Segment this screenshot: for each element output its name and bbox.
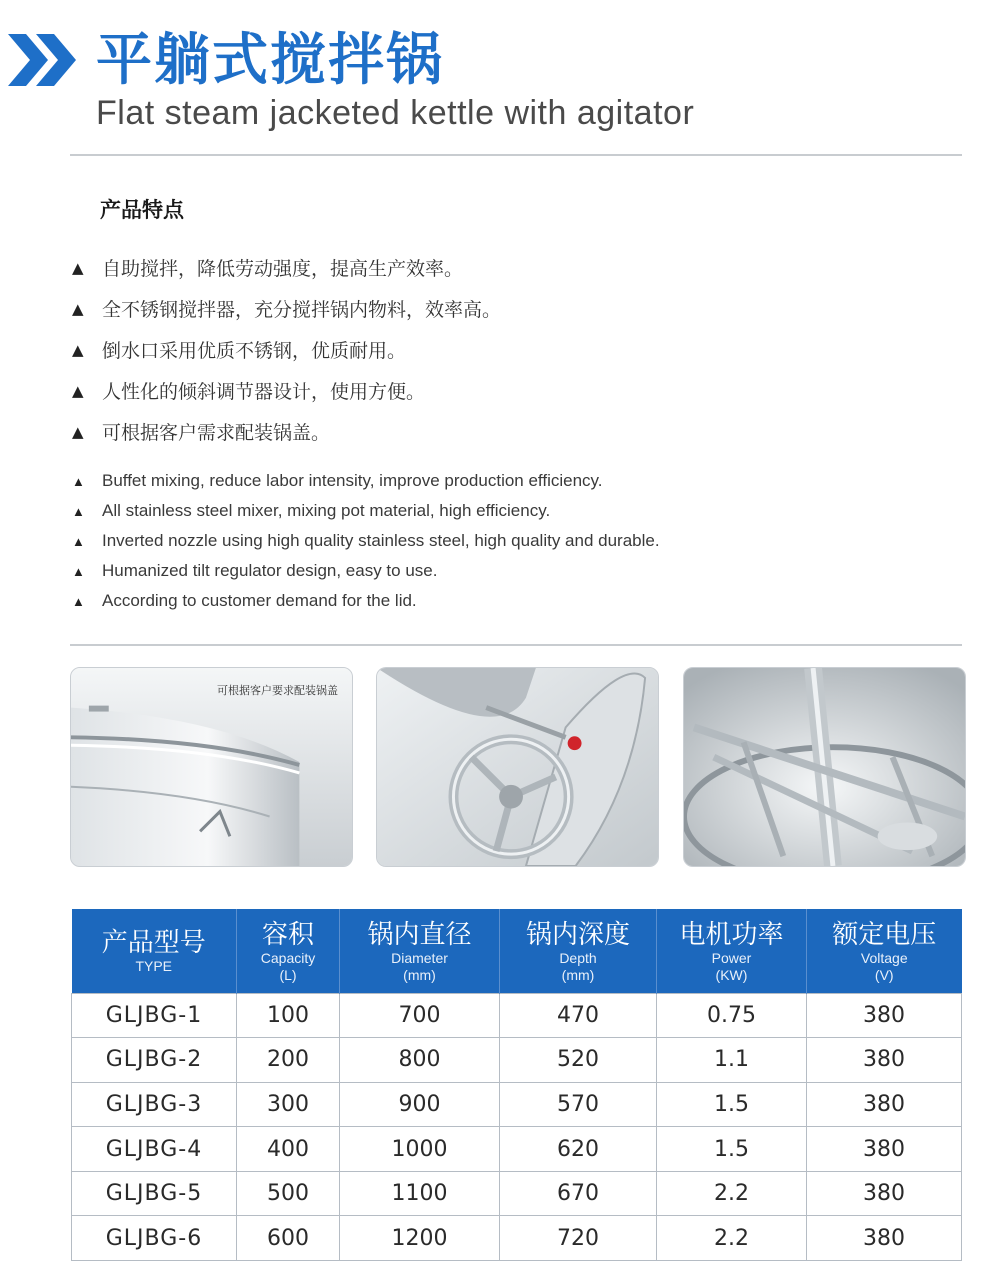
cell-depth: 470 xyxy=(500,993,657,1038)
column-header-cn: 产品型号 xyxy=(101,928,206,959)
feature-text-en: According to customer demand for the lid. xyxy=(102,591,417,610)
triangle-bullet-icon: ▲ xyxy=(72,340,84,359)
cell-type: GLJBG-3 xyxy=(72,1082,237,1127)
photo-caption: 可根据客户要求配装锅盖 xyxy=(217,684,338,697)
column-header-unit: (mm) xyxy=(561,966,595,983)
feature-text-en: Inverted nozzle using high quality stainless steel, high quality and durable. xyxy=(102,531,660,550)
list-item xyxy=(72,586,952,616)
cell-type: GLJBG-2 xyxy=(72,1038,237,1083)
table-row xyxy=(72,1082,962,1127)
cell-power: 1.5 xyxy=(657,1127,807,1172)
column-header-cn: 容积 xyxy=(261,919,314,950)
triangle-bullet-icon: ▲ xyxy=(72,258,84,277)
cell-diameter: 700 xyxy=(340,993,500,1038)
cell-capacity: 600 xyxy=(237,1216,340,1261)
column-header-en: TYPE xyxy=(135,958,173,975)
column-header-cn: 额定电压 xyxy=(832,919,937,950)
cell-depth: 520 xyxy=(500,1038,657,1083)
cell-capacity: 200 xyxy=(237,1038,340,1083)
column-header-type xyxy=(72,909,237,993)
cell-depth: 670 xyxy=(500,1171,657,1216)
cell-diameter: 1000 xyxy=(340,1127,500,1172)
cell-capacity: 100 xyxy=(237,993,340,1038)
feature-text-cn: 全不锈钢搅拌器，充分搅拌锅内物料，效率高。 xyxy=(102,299,502,321)
photo-agitator xyxy=(683,667,966,867)
cell-depth: 720 xyxy=(500,1216,657,1261)
list-item xyxy=(72,288,952,329)
cell-power: 2.2 xyxy=(657,1216,807,1261)
feature-text-cn: 自助搅拌，降低劳动强度，提高生产效率。 xyxy=(102,258,464,280)
cell-power: 1.5 xyxy=(657,1082,807,1127)
column-header-unit: (L) xyxy=(279,966,297,983)
table-row xyxy=(72,993,962,1038)
list-item xyxy=(72,466,952,496)
column-header-en: Voltage xyxy=(860,949,908,966)
photo-handwheel xyxy=(376,667,659,867)
column-header-en: Diameter xyxy=(391,949,448,966)
cell-depth: 620 xyxy=(500,1127,657,1172)
column-header-unit: (V) xyxy=(874,966,894,983)
column-header-unit: (KW) xyxy=(715,966,748,983)
column-header-cn: 锅内深度 xyxy=(525,919,630,950)
list-item xyxy=(72,411,952,452)
column-header-voltage xyxy=(807,909,962,993)
column-header-cn: 锅内直径 xyxy=(367,919,472,950)
cell-capacity: 300 xyxy=(237,1082,340,1127)
triangle-bullet-icon: ▲ xyxy=(72,473,85,489)
feature-text-en: All stainless steel mixer, mixing pot material, high efficiency. xyxy=(102,501,551,520)
table-row xyxy=(72,1171,962,1216)
feature-text-en: Buffet mixing, reduce labor intensity, improve production efficiency. xyxy=(102,471,603,490)
cell-type: GLJBG-5 xyxy=(72,1171,237,1216)
feature-text-cn: 人性化的倾斜调节器设计，使用方便。 xyxy=(102,381,426,403)
cell-power: 2.2 xyxy=(657,1171,807,1216)
page-header xyxy=(0,0,1000,160)
column-header-en: Depth xyxy=(559,949,597,966)
list-item xyxy=(72,370,952,411)
cell-diameter: 800 xyxy=(340,1038,500,1083)
triangle-bullet-icon: ▲ xyxy=(72,533,85,549)
table-row xyxy=(72,1038,962,1083)
cell-voltage: 380 xyxy=(807,993,962,1038)
cell-diameter: 900 xyxy=(340,1082,500,1127)
triangle-bullet-icon: ▲ xyxy=(72,563,85,579)
triangle-bullet-icon: ▲ xyxy=(72,422,84,441)
cell-power: 1.1 xyxy=(657,1038,807,1083)
table-row xyxy=(72,1216,962,1261)
triangle-bullet-icon: ▲ xyxy=(72,299,84,318)
list-item xyxy=(72,526,952,556)
column-header-unit: (mm) xyxy=(403,966,436,983)
cell-voltage: 380 xyxy=(807,1038,962,1083)
column-header-capacity xyxy=(237,909,340,993)
feature-text-cn: 倒水口采用优质不锈钢，优质耐用。 xyxy=(102,340,407,362)
cell-type: GLJBG-1 xyxy=(72,993,237,1038)
cell-type: GLJBG-4 xyxy=(72,1127,237,1172)
cell-voltage: 380 xyxy=(807,1082,962,1127)
triangle-bullet-icon: ▲ xyxy=(72,503,85,519)
cell-capacity: 500 xyxy=(237,1171,340,1216)
column-header-depth xyxy=(500,909,657,993)
tilt-handwheel-image xyxy=(377,668,658,866)
photo-lid xyxy=(70,667,353,867)
page-title-cn: 平躺式搅拌锅 xyxy=(96,28,444,93)
double-chevron-icon xyxy=(8,34,78,86)
cell-capacity: 400 xyxy=(237,1127,340,1172)
features-list-en xyxy=(72,466,952,616)
cell-voltage: 380 xyxy=(807,1216,962,1261)
list-item xyxy=(72,496,952,526)
column-header-diameter xyxy=(340,909,500,993)
list-item xyxy=(72,247,952,288)
features-list-cn xyxy=(72,247,952,452)
list-item xyxy=(72,556,952,586)
triangle-bullet-icon: ▲ xyxy=(72,381,84,400)
column-header-cn: 电机功率 xyxy=(679,919,784,950)
agitator-image xyxy=(684,668,965,866)
page-title-en: Flat steam jacketed kettle with agitator xyxy=(96,94,695,132)
divider-top xyxy=(70,154,962,156)
column-header-en: Power xyxy=(711,949,752,966)
cell-diameter: 1200 xyxy=(340,1216,500,1261)
column-header-en: Capacity xyxy=(260,949,316,966)
divider-middle xyxy=(70,644,962,646)
cell-power: 0.75 xyxy=(657,993,807,1038)
triangle-bullet-icon: ▲ xyxy=(72,593,85,609)
feature-text-en: Humanized tilt regulator design, easy to use. xyxy=(102,561,438,580)
cell-voltage: 380 xyxy=(807,1127,962,1172)
cell-type: GLJBG-6 xyxy=(72,1216,237,1261)
column-header-power xyxy=(657,909,807,993)
cell-voltage: 380 xyxy=(807,1171,962,1216)
feature-text-cn: 可根据客户需求配装锅盖。 xyxy=(102,422,331,444)
cell-depth: 570 xyxy=(500,1082,657,1127)
spec-table xyxy=(71,909,962,1261)
list-item xyxy=(72,329,952,370)
cell-diameter: 1100 xyxy=(340,1171,500,1216)
table-row xyxy=(72,1127,962,1172)
table-header-row xyxy=(72,909,962,993)
features-heading: 产品特点 xyxy=(100,198,184,222)
